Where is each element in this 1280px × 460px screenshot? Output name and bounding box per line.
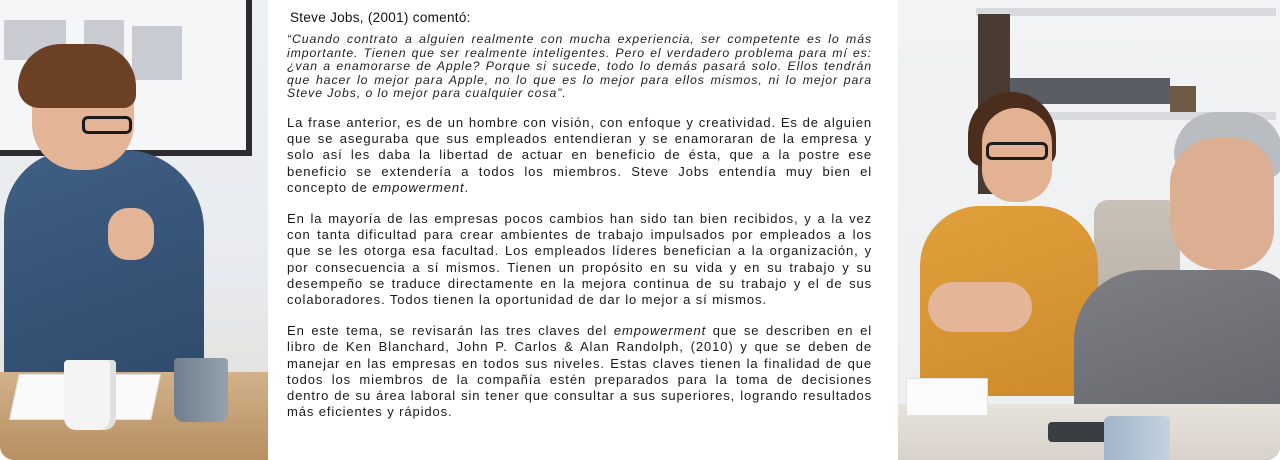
steve-jobs-quote: “Cuando contrato a alguien realmente con mucha experiencia, ser competente es lo más importante. Tienen que ser realmente inteligentes. Pero el verdadero problema para mí es: ¿van a enamorarse de Apple? Porque si sucede, todo lo demás pasará solo. Ellos tendrán que hacer lo mejor para Apple, no lo que es lo mejor para ellos mismos, ni lo mejor para Steve Jobs, o lo mejor para cualquier cosa”. — [287, 32, 872, 101]
shelf-jar — [1170, 86, 1196, 112]
left-photo-man-at-meeting — [0, 0, 268, 460]
white-mug — [64, 360, 116, 430]
man-hair — [18, 44, 136, 108]
older-man-head — [1170, 138, 1274, 270]
frame-photo — [132, 26, 182, 80]
paragraph-1-emphasis: empowerment — [372, 179, 465, 195]
paragraph-1-text: La frase anterior, es de un hombre con visión, con enfoque y creatividad. Es de alguien que se aseguraba que sus empleados entendieran y se enamoraran de la empresa y solo así les daba la libertad de actuar en beneficio de ésta, que a la postre ese beneficio se extendería a todos los miembros. Steve Jobs entendía muy bien el concepto de — [287, 114, 872, 195]
wall-shelf — [976, 8, 1276, 16]
paragraph-3-rest: que se describen en el libro de Ken Blanchard, John P. Carlos & Alan Randolph, (2010) y que se deben de manejar en las empresas en todos sus niveles. Estas claves tienen la finalidad de que todos los miembros de la compañía estén preparados para la toma de decisiones dentro de su área laboral sin tener que consultar a sus superiores, logrando resultados más eficientes y rápidos. — [287, 323, 873, 420]
man-fist — [108, 208, 154, 260]
paragraph-3 — [287, 323, 872, 420]
text-panel — [270, 0, 896, 460]
paragraph-1 — [287, 115, 872, 196]
paragraph-3-emphasis: empowerment — [613, 323, 707, 339]
paragraph-2: En la mayoría de las empresas pocos cambios han sido tan bien recibidos, y a la vez con tanta dificultad para crear ambientes de trabajo impulsados por empleados a los que se les otorga esa facultad. Los empleados líderes benefician a la organización, y por consecuencia a sí mismos. Tienen un propósito en su vida y en su trabajo y su desempeño se traduce directamente en la mejora continua de su trabajo y el de sus colaboradores. Todos tienen la oportunidad de dar lo mejor a sí mismos. — [287, 210, 872, 307]
document-on-table — [906, 378, 988, 416]
blue-mug — [1104, 416, 1170, 460]
man-glasses — [82, 116, 132, 134]
paragraph-3-start: En este tema, se revisarán las tres claves del — [287, 323, 614, 339]
woman-hands-gesturing — [928, 282, 1032, 332]
heading: Steve Jobs, (2001) comentó: — [290, 10, 471, 25]
right-photo-meeting — [898, 0, 1280, 460]
woman-glasses — [986, 142, 1048, 160]
paragraph-1-end: . — [464, 179, 470, 195]
grey-mug — [174, 358, 228, 422]
man-denim-shirt — [4, 150, 204, 390]
